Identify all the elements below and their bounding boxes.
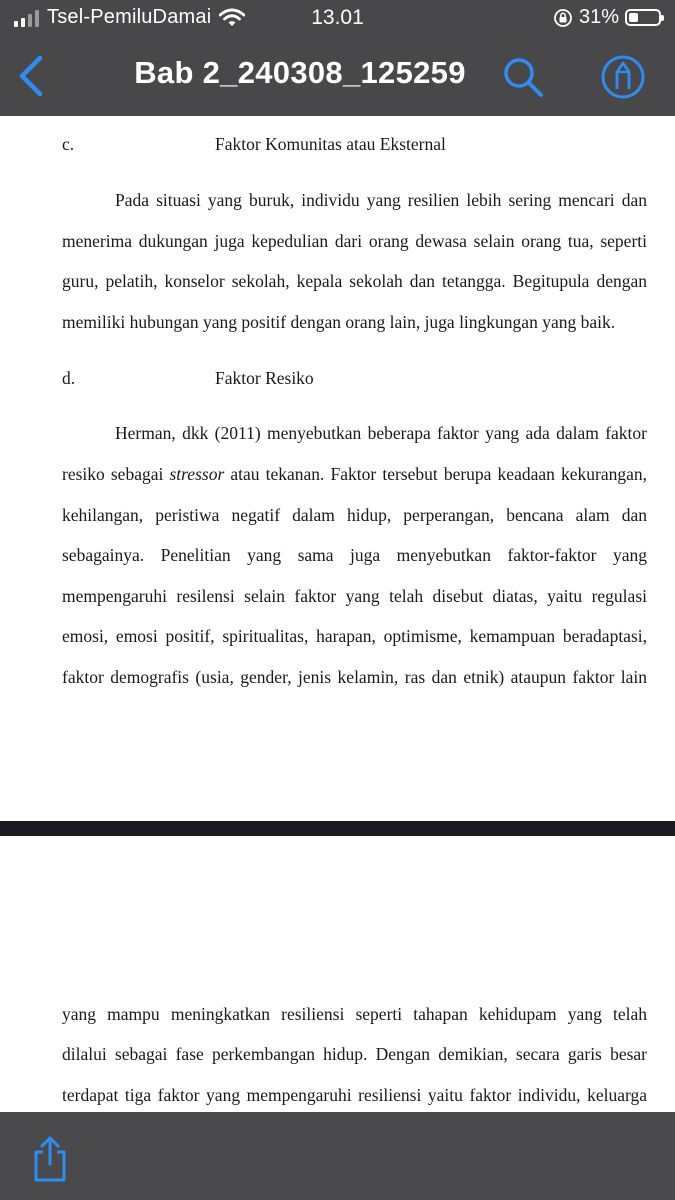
document-page-1[interactable] [0, 116, 675, 821]
italic-term: stressor [169, 464, 225, 484]
paragraph-line: kehilangan, peristiwa negatif dalam hidup, perperangan, bencana alam dan [62, 505, 647, 525]
orientation-lock-icon [553, 8, 573, 28]
paragraph-line: memiliki hubungan yang positif dengan orang lain, juga lingkungan yang baik. [62, 312, 616, 332]
paragraph-line: dilalui sebagai fase perkembangan hidup. Dengan demikian, secara garis besar [62, 1044, 647, 1064]
paragraph-line-with-italic [62, 464, 647, 485]
paragraph-line: faktor demografis (usia, gender, jenis kelamin, ras dan etnik) ataupun faktor lain [62, 667, 647, 687]
text-span: resiko sebagai [62, 464, 170, 484]
document-title: Bab 2_240308_125259 [134, 55, 466, 90]
paragraph-line: terdapat tiga faktor yang mempengaruhi resiliensi yaitu faktor individu, keluarga [62, 1085, 647, 1105]
paragraph-line: Herman, dkk (2011) menyebutkan beberapa faktor yang ada dalam faktor [115, 423, 647, 443]
nav-bar [0, 38, 675, 116]
section-d-letter: d. [62, 368, 76, 388]
status-right [553, 6, 661, 29]
paragraph-line: Pada situasi yang buruk, individu yang resilien lebih sering mencari dan [115, 190, 647, 210]
section-c-letter: c. [62, 134, 75, 154]
paragraph-line: menerima dukungan juga kepedulian dari orang dewasa selain orang tua, seperti [62, 231, 647, 251]
text-span: atau tekanan. Faktor tersebut berupa keadaan kekurangan, [224, 464, 647, 484]
section-c-title: Faktor Komunitas atau Eksternal [215, 134, 446, 154]
share-icon[interactable] [30, 1134, 70, 1184]
section-d-title: Faktor Resiko [215, 368, 314, 388]
document-page-2[interactable] [0, 836, 675, 1112]
clock: 13.01 [311, 6, 364, 29]
markup-pen-icon[interactable] [598, 52, 648, 102]
paragraph-line: guru, pelatih, konselor sekolah, kepala sekolah dan tetangga. Begitupula dengan [62, 271, 647, 291]
battery-icon [625, 9, 661, 26]
page-separator [0, 821, 675, 836]
bottom-toolbar [0, 1112, 675, 1200]
paragraph-line: mempengaruhi resilensi selain faktor yang telah disebut diatas, yaitu regulasi [62, 586, 647, 606]
status-bar [0, 0, 675, 38]
carrier-name: Tsel-PemiluDamai [47, 6, 212, 28]
section-d-heading [62, 368, 647, 389]
search-icon[interactable] [498, 52, 548, 102]
battery-percent: 31% [578, 6, 619, 28]
section-c-heading [62, 134, 647, 155]
paragraph-line: yang mampu meningkatkan resiliensi seperti tahapan kehidupam yang telah [62, 1004, 647, 1024]
paragraph-line: sebagainya. Penelitian yang sama juga menyebutkan faktor-faktor yang [62, 545, 647, 565]
paragraph-line: emosi, emosi positif, spiritualitas, harapan, optimisme, kemampuan beradaptasi, [62, 626, 647, 646]
battery-fill [629, 13, 638, 22]
